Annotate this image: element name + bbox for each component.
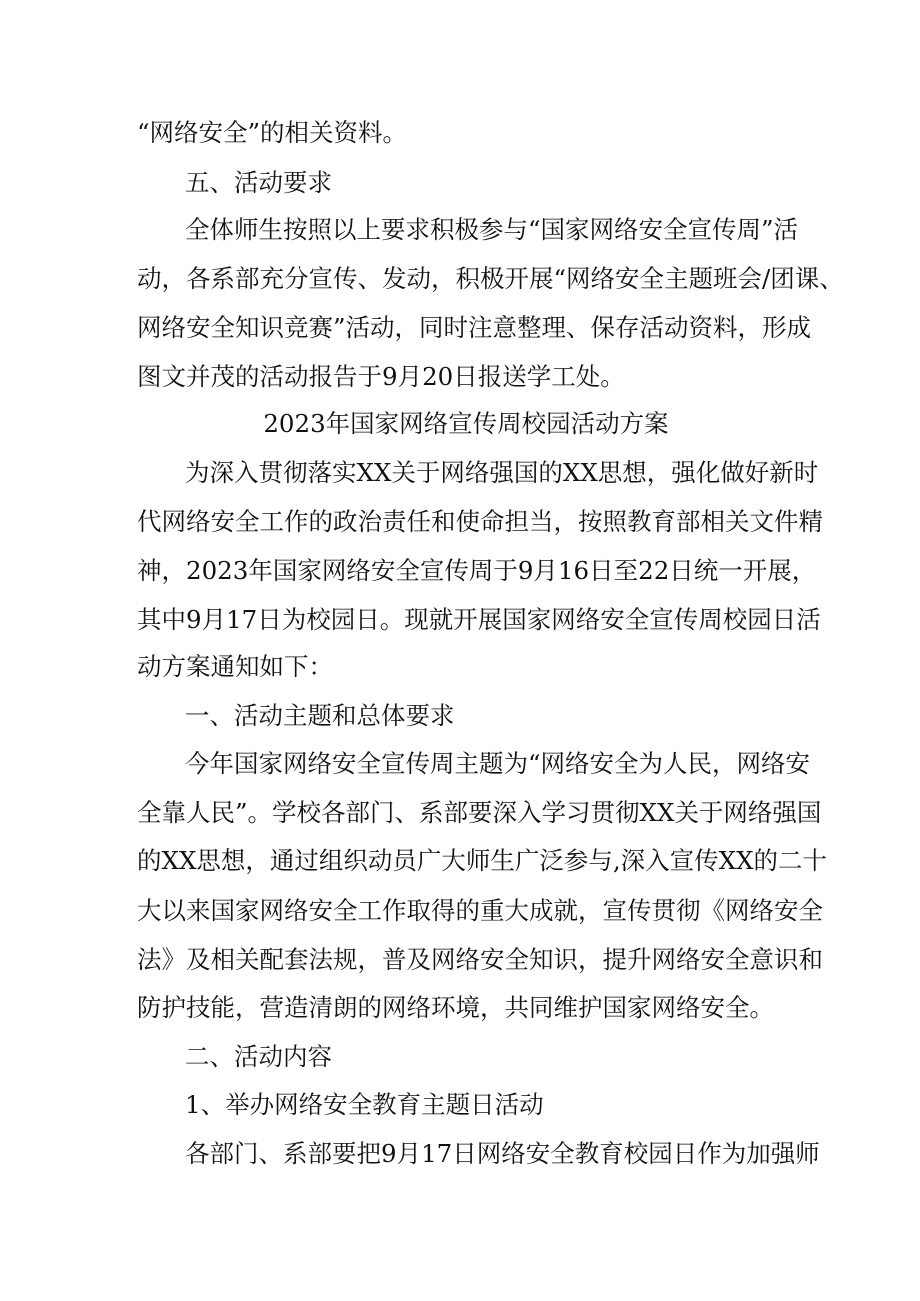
subsection-heading: 1、举办网络安全教育主题日活动	[185, 1090, 544, 1119]
section-heading: 二、活动内容	[185, 1042, 332, 1071]
text-line: 神，2023年国家网络安全宣传周于9月16日至22日统一开展，	[137, 556, 817, 585]
text-line: 动方案通知如下：	[137, 652, 333, 681]
text-line: 各部门、系部要把9月17日网络安全教育校园日作为加强师	[185, 1139, 820, 1168]
text-line: 法》及相关配套法规，普及网络安全知识，提升网络安全意识和	[137, 945, 823, 974]
text-line: 其中9月17日为校园日。现就开展国家网络安全宣传周校园日活	[137, 605, 821, 634]
text-line: 今年国家网络安全宣传周主题为“网络安全为人民，网络安	[185, 749, 811, 778]
text-line: “网络安全”的相关资料。	[137, 118, 408, 147]
text-line: 大以来国家网络安全工作取得的重大成就，宣传贯彻《网络安全	[137, 896, 823, 925]
text-line: 的XX思想，通过组织动员广大师生广泛参与,深入宣传XX的二十	[137, 846, 828, 875]
text-line: 全体师生按照以上要求积极参与“国家网络安全宣传周”活	[185, 215, 799, 244]
text-line: 全靠人民”。学校各部门、系部要深入学习贯彻XX关于网络强国	[137, 798, 822, 827]
text-line: 代网络安全工作的政治责任和使命担当，按照教育部相关文件精	[137, 507, 823, 536]
section-heading: 一、活动主题和总体要求	[185, 701, 455, 730]
section-heading: 五、活动要求	[185, 168, 332, 197]
document-title: 2023年国家网络宣传周校园活动方案	[263, 409, 669, 438]
text-line: 图文并茂的活动报告于9月20日报送学工处。	[137, 362, 625, 391]
text-line: 网络安全知识竞赛”活动，同时注意整理、保存活动资料，形成	[137, 313, 812, 342]
text-line: 为深入贯彻落实XX关于网络强国的XX思想，强化做好新时	[185, 458, 819, 487]
text-line: 动，各系部充分宣传、发动，积极开展“网络安全主题班会/团课、	[137, 264, 844, 293]
text-line: 防护技能，营造清朗的网络环境，共同维护国家网络安全。	[137, 993, 774, 1022]
